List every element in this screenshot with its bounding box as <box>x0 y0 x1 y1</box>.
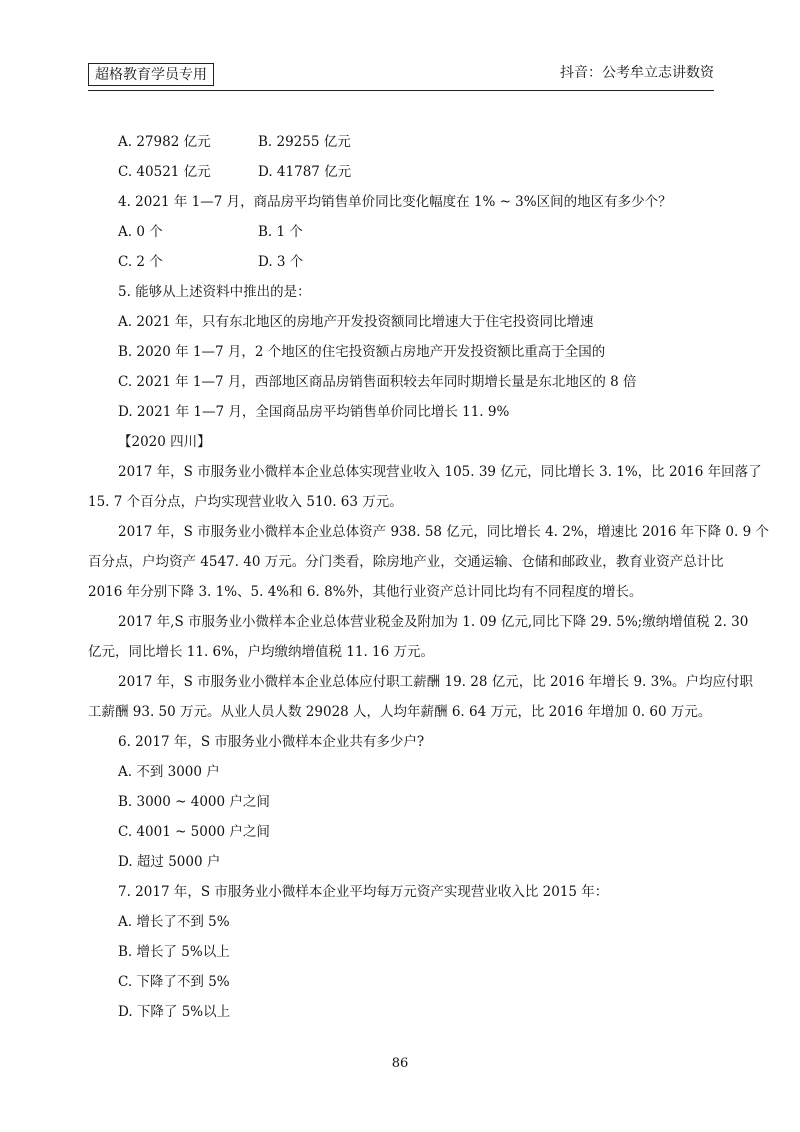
q3-option-b: B. 29255 亿元 <box>258 134 351 150</box>
q7-option-c: C. 下降了不到 5% <box>118 974 230 990</box>
q7-stem: 7. 2017 年，S 市服务业小微样本企业平均每万元资产实现营业收入比 2015 年： <box>118 884 609 900</box>
passage-p1-line2: 15. 7 个百分点，户均实现营业收入 510. 63 万元。 <box>88 494 403 510</box>
q5-stem: 5. 能够从上述资料中推出的是： <box>118 284 311 300</box>
q5-option-a: A. 2021 年，只有东北地区的房地产开发投资额同比增速大于住宅投资同比增速 <box>118 314 594 330</box>
q6-option-a: A. 不到 3000 户 <box>118 764 220 780</box>
q5-option-c: C. 2021 年 1—7 月，西部地区商品房销售面积较去年同时期增长量是东北地区的 8 倍 <box>118 374 637 390</box>
q6-option-c: C. 4001 ~ 5000 户之间 <box>118 824 270 840</box>
q7-option-b: B. 增长了 5%以上 <box>118 944 230 960</box>
passage-p1-line1: 2017 年，S 市服务业小微样本企业总体实现营业收入 105. 39 亿元，同比增长 3. 1%，比 2016 年回落了 <box>118 464 762 480</box>
passage-p3-line2: 亿元，同比增长 11. 6%，户均缴纳增值税 11. 16 万元。 <box>88 644 434 660</box>
passage-p2-line1: 2017 年，S 市服务业小微样本企业总体资产 938. 58 亿元，同比增长 4. 2%，增速比 2016 年下降 0. 9 个 <box>118 524 769 540</box>
section-title: 【2020 四川】 <box>118 434 211 450</box>
q4-option-c: C. 2 个 <box>118 254 163 270</box>
q5-option-b: B. 2020 年 1—7 月，2 个地区的住宅投资额占房地产开发投资额比重高于全国的 <box>118 344 606 360</box>
header-right-text: 抖音：公考牟立志讲数资 <box>560 65 714 81</box>
header-divider <box>88 90 714 91</box>
passage-p2-line2: 百分点，户均资产 4547. 40 万元。分门类看，除房地产业，交通运输、仓储和邮政业，教育业资产总计比 <box>88 554 724 570</box>
q4-stem: 4. 2021 年 1—7 月，商品房平均销售单价同比变化幅度在 1% ~ 3%区间的地区有多少个？ <box>118 194 672 210</box>
passage-p2-line3: 2016 年分别下降 3. 1%、5. 4%和 6. 8%外，其他行业资产总计同比均有不同程度的增长。 <box>88 584 643 600</box>
q6-option-b: B. 3000 ~ 4000 户之间 <box>118 794 270 810</box>
q4-option-a: A. 0 个 <box>118 224 163 240</box>
q6-stem: 6. 2017 年，S 市服务业小微样本企业共有多少户? <box>118 734 425 750</box>
passage-p3-line1: 2017 年,S 市服务业小微样本企业总体营业税金及附加为 1. 09 亿元,同比下降 29. 5%;缴纳增值税 2. 30 <box>118 614 749 630</box>
passage-p4-line2: 工薪酬 93. 50 万元。从业人员人数 29028 人，人均年薪酬 6. 64 万元，比 2016 年增加 0. 60 万元。 <box>88 704 712 720</box>
header-badge: 超格教育学员专用 <box>88 63 214 86</box>
q6-option-d: D. 超过 5000 户 <box>118 854 221 870</box>
passage-p4-line1: 2017 年，S 市服务业小微样本企业总体应付职工薪酬 19. 28 亿元，比 2016 年增长 9. 3%。户均应付职 <box>118 674 754 690</box>
q7-option-d: D. 下降了 5%以上 <box>118 1004 231 1020</box>
page-number: 86 <box>391 1056 409 1071</box>
q3-option-c: C. 40521 亿元 <box>118 164 211 180</box>
q4-option-d: D. 3 个 <box>258 254 304 270</box>
q3-option-a: A. 27982 亿元 <box>118 134 211 150</box>
q5-option-d: D. 2021 年 1—7 月，全国商品房平均销售单价同比增长 11. 9% <box>118 404 510 420</box>
q4-option-b: B. 1 个 <box>258 224 303 240</box>
q3-option-d: D. 41787 亿元 <box>258 164 352 180</box>
q7-option-a: A. 增长了不到 5% <box>118 914 230 930</box>
